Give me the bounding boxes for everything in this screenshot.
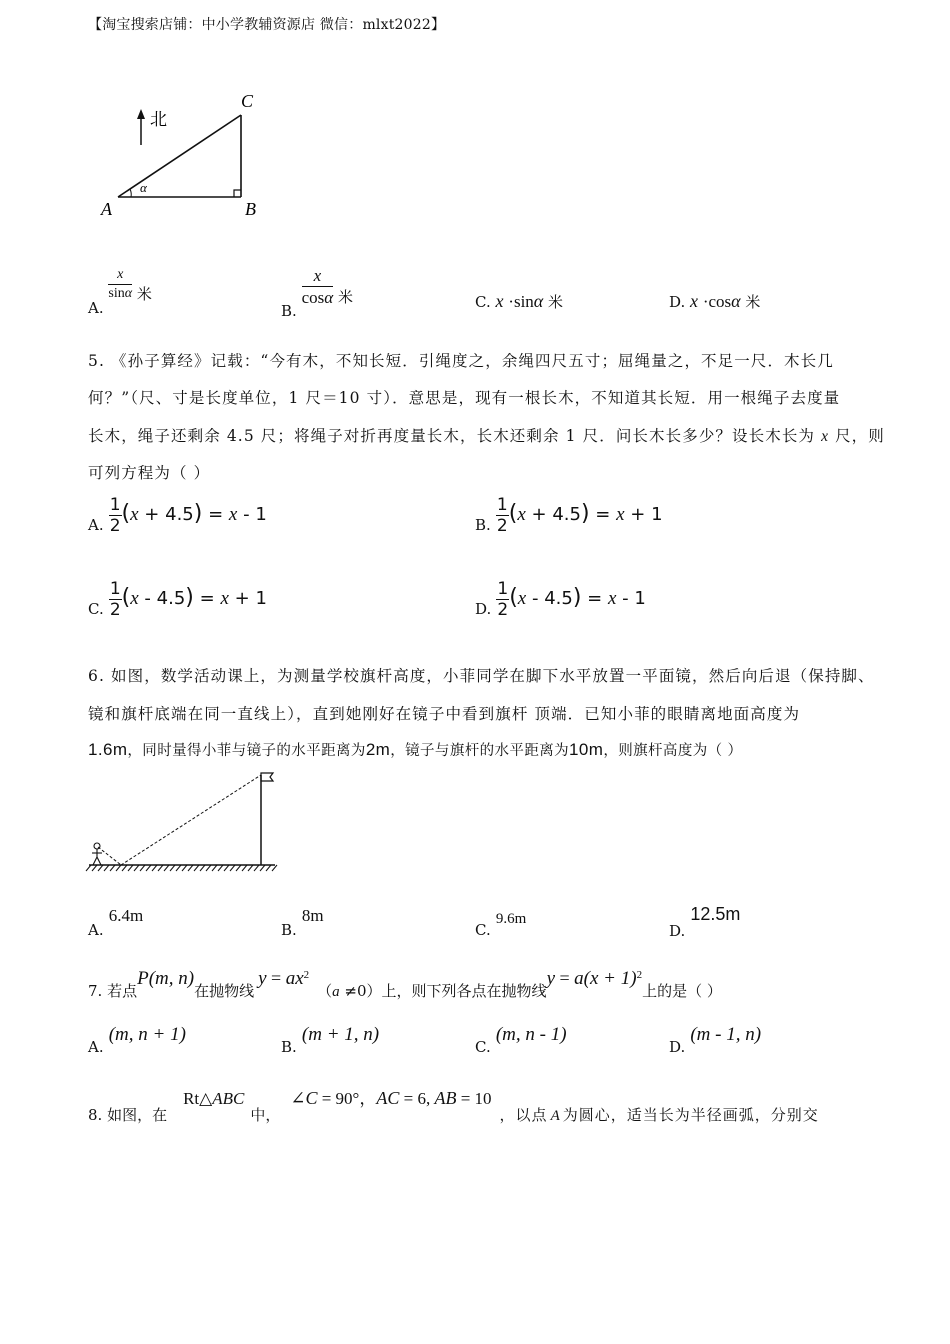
sight-line-eye xyxy=(98,847,121,865)
flagpole-figure xyxy=(85,765,285,877)
q8-stem: 8. 如图，在Rt△ABC中，∠C = 90°，AC = 6, AB = 10，以点 A 为圆心，适当长为半径画弧，分别交 xyxy=(88,1088,819,1124)
north-arrow-icon xyxy=(137,109,145,119)
q4-option-a[interactable]: A. $\frac{x}{\sin\alpha}$ 米 xyxy=(88,267,152,317)
triangle-figure xyxy=(95,85,275,225)
q5-line1: 5. 《孙子算经》记载：“今有木，不知长短．引绳度之，余绳四尺五寸；屈绳量之，不足一尺．木长几 xyxy=(88,352,834,370)
q4-a-fraction: $\frac{x}{\sin\alpha}$ xyxy=(108,267,133,301)
flag-icon xyxy=(261,773,273,781)
label-c: C xyxy=(241,91,254,111)
q7-stem: 7. 若点P(m, n)在抛物线$y = ax^2(a \ne 0)$上，则下列各点在抛物线$y = a(x + 1)^2$上的是（ ） xyxy=(88,968,722,1000)
q4-b-fraction: $\frac{x}{\cos\alpha}$ xyxy=(301,266,334,307)
q6-option-c[interactable]: C. 9.6m xyxy=(475,911,527,939)
q7-option-a[interactable]: A. (m, n + 1) xyxy=(88,1024,186,1056)
q6-option-a[interactable]: A. 6.4m xyxy=(88,906,144,939)
q6-line1: 6. 如图，数学活动课上，为测量学校旗杆高度，小菲同学在脚下水平放置一平面镜，然后向后退（保持脚、 xyxy=(88,667,875,685)
q5-option-a[interactable]: A. $\frac{1}{2}$ (x + 4.5) = x - 1 xyxy=(88,495,267,536)
q5-line4: 可列方程为（ ） xyxy=(88,464,211,482)
label-alpha: α xyxy=(140,180,147,195)
q4-option-d[interactable]: D. x ·cosα 米 xyxy=(669,291,761,311)
q7-option-c[interactable]: C. (m, n - 1) xyxy=(475,1024,567,1056)
q5-line2: 何？”（尺、寸是长度单位，1 尺＝10 寸）．意思是，现有一根长木，不知道其长短．用一根绳子去度量 xyxy=(88,389,841,407)
q6-option-b[interactable]: B. 8m xyxy=(281,906,324,939)
north-label: 北 xyxy=(150,110,167,129)
right-angle-mark xyxy=(234,190,241,197)
q5-line3: 长木，绳子还剩余 4.5 尺；将绳子对折再度量长木，长木还剩余 1 尺．问长木长多少？设长木长为 x 尺，则 xyxy=(88,427,885,445)
q5-option-d[interactable]: D. $\frac{1}{2}$ (x - 4.5) = x - 1 xyxy=(475,579,646,620)
hypotenuse-ac xyxy=(118,115,241,197)
person-icon xyxy=(92,843,102,865)
q5-option-c[interactable]: C. $\frac{1}{2}$ (x - 4.5) = x + 1 xyxy=(88,579,267,620)
sight-line-pole xyxy=(121,775,261,865)
ground-hatch xyxy=(86,865,277,871)
q6-line3: 1.6m，同时量得小菲与镜子的水平距离为2m，镜子与旗杆的水平距离为10m，则旗杆高度为（ ） xyxy=(88,740,743,759)
q4-option-c[interactable]: C. x ·sinα 米 xyxy=(475,291,564,311)
page-header: 【淘宝搜索店铺：中小学教辅资源店 微信：mlxt2022】 xyxy=(88,17,446,33)
label-a: A xyxy=(101,199,112,219)
alpha-arc xyxy=(130,189,131,197)
q5-option-b[interactable]: B. $\frac{1}{2}$ (x + 4.5) = x + 1 xyxy=(475,495,663,536)
q7-option-b[interactable]: B. (m + 1, n) xyxy=(281,1024,380,1056)
q7-option-d[interactable]: D. (m - 1, n) xyxy=(669,1024,762,1056)
q6-option-d[interactable]: D. 12.5m xyxy=(669,904,741,940)
q6-line2: 镜和旗杆底端在同一直线上），直到她刚好在镜子中看到旗杆 顶端．已知小菲的眼睛离地面高度为 xyxy=(88,705,801,723)
q4-option-b[interactable]: B. $\frac{x}{\cos\alpha}$ 米 xyxy=(281,266,353,320)
label-b: B xyxy=(245,199,256,219)
